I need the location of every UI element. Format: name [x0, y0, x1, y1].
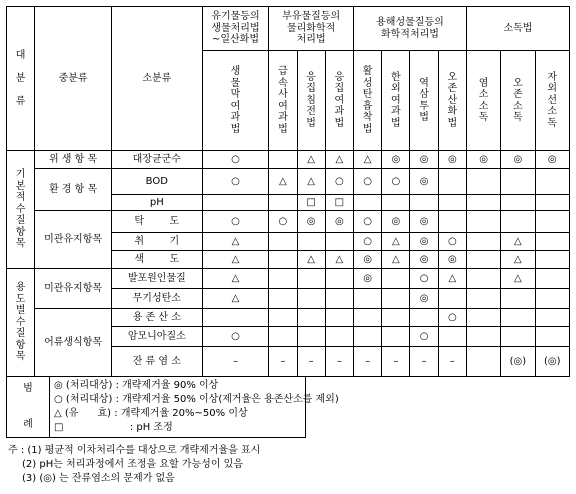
rating-cell: [466, 251, 500, 269]
section-usage: [7, 269, 570, 289]
rating-cell: –: [325, 347, 353, 377]
rating-cell: [297, 269, 325, 289]
rating-cell: [535, 195, 569, 211]
rating-cell: ○: [353, 169, 381, 195]
section-basic-label: 기 본 적 수 질 항 목: [7, 151, 35, 269]
legend-item-double-circle: ◎ (처리대상) : 개략제거율 90% 이상: [54, 380, 219, 391]
method-header: 오 존 소 독: [501, 51, 535, 151]
rating-cell: ◎: [297, 211, 325, 233]
rating-cell: [269, 327, 297, 347]
rating-cell: ○: [353, 211, 381, 233]
legend-title: 범 례: [7, 377, 50, 438]
rating-cell: [501, 327, 535, 347]
header-sub-category: 소분류: [111, 7, 202, 151]
method-header: 응 집 여 과 법: [325, 51, 353, 151]
rating-cell: [535, 289, 569, 309]
footnotes: [8, 444, 260, 486]
rating-cell: △: [325, 251, 353, 269]
rating-cell: [535, 269, 569, 289]
method-header: 자 외 선 소 독: [535, 51, 569, 151]
rating-cell: [501, 289, 535, 309]
rating-cell: ◎: [410, 151, 438, 169]
rating-cell: ◎: [535, 151, 569, 169]
rating-cell: [438, 211, 466, 233]
rating-cell: [325, 233, 353, 251]
rating-cell: △: [202, 233, 269, 251]
rating-cell: △: [382, 251, 410, 269]
rating-cell: △: [382, 233, 410, 251]
footnote-1: 주 : (1) 평균적 이차처리수를 대상으로 개략제거율을 표시: [8, 445, 261, 456]
row-do: [7, 309, 570, 327]
sub-category-cell: 탁 도: [111, 211, 202, 233]
rating-cell: [269, 269, 297, 289]
rating-cell: [466, 211, 500, 233]
rating-cell: ○: [382, 169, 410, 195]
rating-cell: [466, 347, 500, 377]
sub-category-cell: 잔 류 염 소: [111, 347, 202, 377]
sub-category-cell: pH: [111, 195, 202, 211]
rating-cell: [466, 327, 500, 347]
rating-cell: ◎: [353, 269, 381, 289]
rating-cell: ◎: [438, 251, 466, 269]
rating-cell: ○: [438, 309, 466, 327]
footnote-2: (2) pH는 처리과정에서 조정을 요할 가능성이 있음: [22, 459, 243, 470]
mid-hygiene: 위 생 항 목: [35, 151, 112, 169]
rating-cell: [325, 309, 353, 327]
rating-cell: –: [382, 347, 410, 377]
rating-cell: ○: [410, 327, 438, 347]
legend-items: [50, 377, 339, 438]
rating-cell: ○: [202, 327, 269, 347]
rating-cell: △: [438, 269, 466, 289]
rating-cell: [466, 269, 500, 289]
rating-cell: [410, 195, 438, 211]
legend-item-circle: ○ (처리대상) : 개략제거율 50% 이상(제거율은 용존산소를 제외): [54, 394, 339, 405]
rating-cell: [269, 289, 297, 309]
rating-cell: –: [410, 347, 438, 377]
rating-cell: ◎: [410, 211, 438, 233]
rating-cell: [269, 195, 297, 211]
rating-cell: △: [501, 269, 535, 289]
rating-cell: □: [325, 195, 353, 211]
rating-cell: [325, 289, 353, 309]
rating-cell: [202, 309, 269, 327]
rating-cell: ○: [410, 269, 438, 289]
rating-cell: [269, 151, 297, 169]
rating-cell: [535, 327, 569, 347]
rating-cell: [353, 327, 381, 347]
double-circle-icon: ◎: [54, 380, 63, 391]
section-basic: [7, 151, 570, 169]
rating-cell: △: [353, 151, 381, 169]
rating-cell: [353, 289, 381, 309]
method-header: 염 소 소 독: [466, 51, 500, 151]
rating-cell: [269, 251, 297, 269]
rating-cell: –: [438, 347, 466, 377]
sub-category-cell: 무기성탄소: [111, 289, 202, 309]
rating-cell: –: [353, 347, 381, 377]
rating-cell: ◎: [410, 169, 438, 195]
header-group-disinfection: 소독법: [466, 7, 569, 51]
rating-cell: [501, 309, 535, 327]
rating-cell: ◎: [438, 151, 466, 169]
circle-icon: ○: [54, 394, 63, 405]
sub-category-cell: 발포원인물질: [111, 269, 202, 289]
sub-category-cell: 색 도: [111, 251, 202, 269]
rating-cell: [535, 309, 569, 327]
rating-cell: △: [202, 289, 269, 309]
mid-environment: 환 경 항 목: [35, 169, 112, 211]
header-group-physicochemical: 부유물질등의 물리화학적 처리법: [269, 7, 354, 51]
rating-cell: –: [202, 347, 269, 377]
method-header: 응 집 침 전 법: [297, 51, 325, 151]
rating-cell: [202, 195, 269, 211]
rating-cell: ◎: [410, 233, 438, 251]
rating-cell: ◎: [410, 289, 438, 309]
rating-cell: ○: [325, 169, 353, 195]
rating-cell: [410, 309, 438, 327]
rating-cell: ◎: [353, 251, 381, 269]
rating-cell: [438, 169, 466, 195]
method-header: 한 외 여 과 법: [382, 51, 410, 151]
header-group-chemical: 용해성물질등의 화학적처리법: [353, 7, 466, 51]
rating-cell: (◎): [535, 347, 569, 377]
rating-cell: [466, 289, 500, 309]
rating-cell: [325, 269, 353, 289]
rating-cell: [501, 195, 535, 211]
rating-cell: ◎: [325, 211, 353, 233]
rating-cell: [297, 309, 325, 327]
rating-cell: (◎): [501, 347, 535, 377]
sub-category-cell: BOD: [111, 169, 202, 195]
rating-cell: [269, 309, 297, 327]
legend-box: [6, 376, 339, 438]
rating-cell: [466, 233, 500, 251]
rating-cell: △: [325, 151, 353, 169]
rating-cell: [269, 233, 297, 251]
rating-cell: [466, 195, 500, 211]
rating-cell: ○: [353, 233, 381, 251]
rating-cell: ○: [202, 151, 269, 169]
header-group-biological: 유기물등의 생물처리법 ~일산화법: [202, 7, 269, 51]
rating-cell: [353, 195, 381, 211]
rating-cell: [382, 309, 410, 327]
rating-cell: △: [202, 269, 269, 289]
sub-category-cell: 취 기: [111, 233, 202, 251]
method-header: 급 속 사 여 과 법: [269, 51, 297, 151]
rating-cell: ○: [269, 211, 297, 233]
method-header: 역 삼 투 법: [410, 51, 438, 151]
rating-cell: [438, 195, 466, 211]
mid-aesthetic-2: 미관유지항목: [35, 269, 112, 309]
rating-cell: ◎: [382, 211, 410, 233]
sub-category-cell: 암모니아질소: [111, 327, 202, 347]
rating-cell: [438, 327, 466, 347]
rating-cell: ◎: [466, 151, 500, 169]
rating-cell: ◎: [382, 151, 410, 169]
rating-cell: ○: [202, 169, 269, 195]
legend-item-triangle: △ (유 효) : 개략제거율 20%~50% 이상: [54, 408, 248, 419]
rating-cell: ◎: [410, 251, 438, 269]
rating-cell: △: [297, 151, 325, 169]
rating-cell: ○: [202, 211, 269, 233]
rating-cell: △: [202, 251, 269, 269]
section-usage-label: 용 도 별 수 질 항 목: [7, 269, 35, 377]
legend-item-square: □ : pH 조정: [54, 422, 173, 433]
rating-cell: [325, 327, 353, 347]
rating-cell: △: [269, 169, 297, 195]
rating-cell: [466, 309, 500, 327]
row-BOD: [7, 169, 570, 195]
row-turbidity: [7, 211, 570, 233]
rating-cell: △: [501, 233, 535, 251]
mid-fish: 어류생식항목: [35, 309, 112, 377]
mid-aesthetic-1: 미관유지항목: [35, 211, 112, 269]
rating-cell: [382, 289, 410, 309]
header-category: 대 분 류: [7, 7, 35, 151]
rating-cell: –: [269, 347, 297, 377]
rating-cell: [297, 233, 325, 251]
rating-cell: [501, 169, 535, 195]
rating-cell: [535, 233, 569, 251]
method-header: 활 성 탄 흡 착 법: [353, 51, 381, 151]
rating-cell: –: [297, 347, 325, 377]
rating-cell: [535, 251, 569, 269]
treatment-method-table: [6, 6, 570, 377]
rating-cell: [535, 211, 569, 233]
method-header: 오 존 산 화 법: [438, 51, 466, 151]
rating-cell: [535, 169, 569, 195]
header-mid-category: 중분류: [35, 7, 112, 151]
rating-cell: [382, 269, 410, 289]
rating-cell: [297, 327, 325, 347]
rating-cell: △: [297, 251, 325, 269]
rating-cell: △: [501, 251, 535, 269]
sub-category-cell: 대장균군수: [111, 151, 202, 169]
rating-cell: □: [297, 195, 325, 211]
rating-cell: △: [297, 169, 325, 195]
rating-cell: [297, 289, 325, 309]
triangle-icon: △: [54, 408, 62, 419]
rating-cell: [438, 289, 466, 309]
rating-cell: [353, 309, 381, 327]
square-icon: □: [54, 422, 64, 433]
method-header: 생 물 막 여 과 법: [202, 51, 269, 151]
rating-cell: ◎: [501, 151, 535, 169]
rating-cell: ○: [438, 233, 466, 251]
rating-cell: [501, 211, 535, 233]
rating-cell: [466, 169, 500, 195]
rating-cell: [382, 327, 410, 347]
footnote-3: (3) (◎) 는 잔류염소의 문제가 없음: [22, 473, 175, 484]
rating-cell: [382, 195, 410, 211]
sub-category-cell: 용 존 산 소: [111, 309, 202, 327]
